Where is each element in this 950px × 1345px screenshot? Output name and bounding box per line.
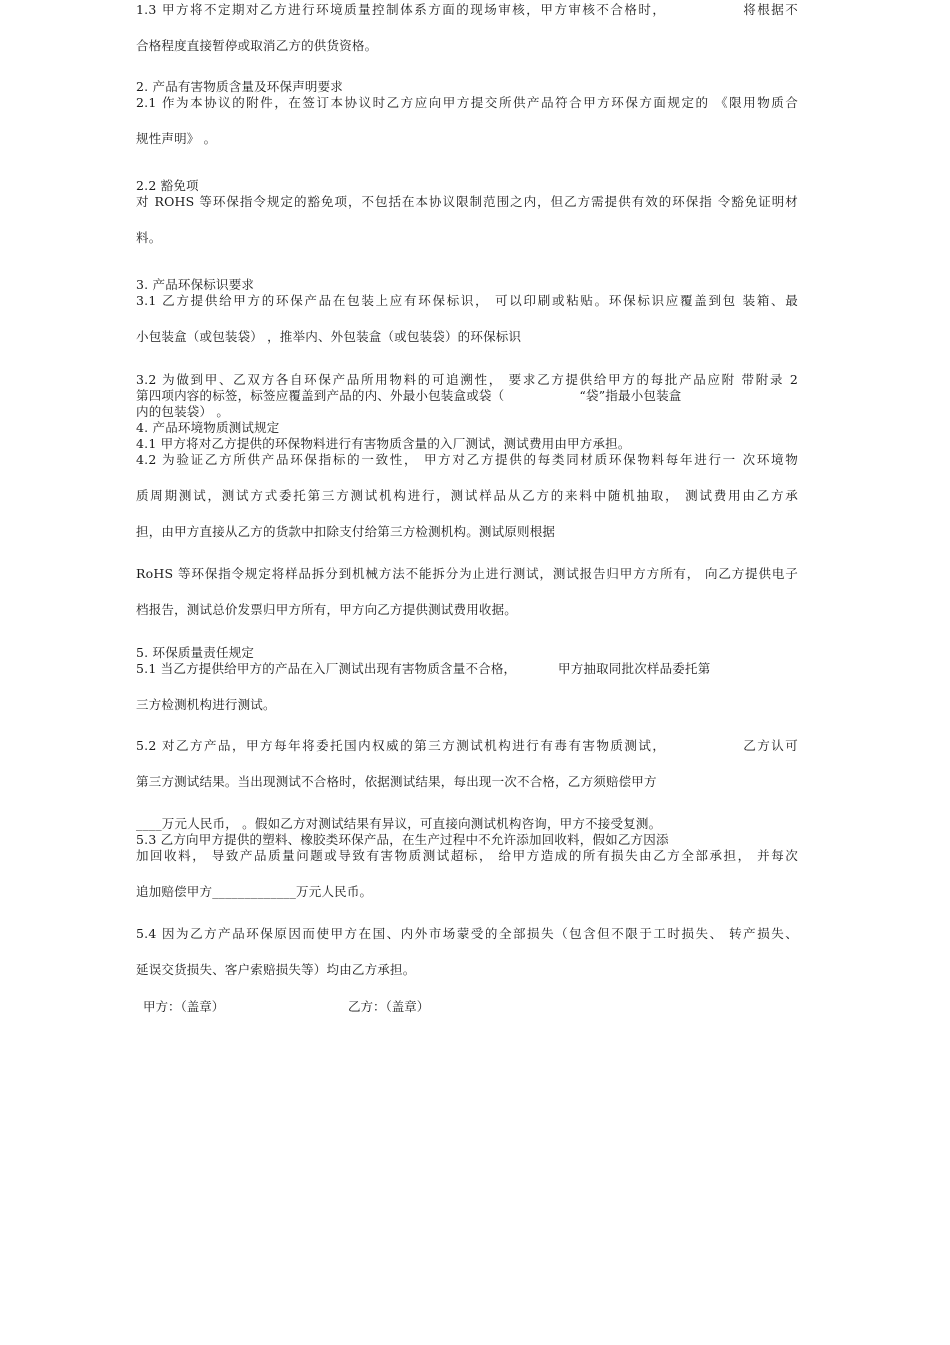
section-3-heading: 3. 产品环保标识要求 bbox=[136, 277, 255, 292]
clause-3-2-line-3: 内的包装袋） 。 bbox=[136, 404, 230, 419]
clause-5-2-line-2: 第三方测试结果。当出现测试不合格时，依据测试结果，每出现一次不合格，乙方须赔偿甲方 bbox=[136, 774, 657, 789]
clause-5-1-line-2: 三方检测机构进行测试。 bbox=[136, 697, 276, 712]
clause-4-2-line-5: 档报告，测试总价发票归甲方所有，甲方向乙方提供测试费用收据。 bbox=[136, 602, 518, 617]
clause-5-1-line-1: 5.1 当乙方提供给甲方的产品在入厂测试出现有害物质含量不合格， 甲方抽取同批次样品委托第 bbox=[136, 661, 711, 676]
clause-5-3-line-3: 追加赔偿甲方_____________万元人民币。 bbox=[136, 884, 373, 899]
clause-5-4-line-2: 延误交货损失、客户索赔损失等）均由乙方承担。 bbox=[136, 962, 416, 977]
clause-2-2-heading: 2.2 豁免项 bbox=[136, 178, 199, 193]
section-2-heading: 2. 产品有害物质含量及环保声明要求 bbox=[136, 79, 344, 94]
clause-4-1-line-1: 4.1 甲方将对乙方提供的环保物料进行有害物质含量的入厂测试，测试费用由甲方承担。 bbox=[136, 436, 631, 451]
clause-1-3-line-2: 合格程度直接暂停或取消乙方的供货资格。 bbox=[136, 38, 378, 53]
clause-5-3-line-2: 加回收料， 导致产品质量问题或导致有害物质测试超标， 给甲方造成的所有损失由乙方全部承担， 并每次 bbox=[136, 848, 798, 863]
clause-3-1-line-1: 3.1 乙方提供给甲方的环保产品在包装上应有环保标识， 可以印刷或粘贴。环保标识应覆盖到包 装箱、最 bbox=[136, 293, 798, 308]
clause-2-2-line-1: 对 ROHS 等环保指令规定的豁免项，不包括在本协议限制范围之内，但乙方需提供有效的环保指 令豁免证明材 bbox=[136, 194, 798, 209]
clause-4-2-line-1: 4.2 为验证乙方所供产品环保指标的一致性， 甲方对乙方提供的每类同材质环保物料每年进行一 次环境物 bbox=[136, 452, 798, 467]
party-b-signature: 乙方：（盖章） bbox=[348, 999, 430, 1014]
clause-5-3-line-1: 5.3 乙方向甲方提供的塑料、橡胶类环保产品，在生产过程中不允许添加回收料，假如乙方因添 bbox=[136, 832, 669, 847]
clause-3-2-line-1: 3.2 为做到甲、乙双方各自环保产品所用物料的可追溯性， 要求乙方提供给甲方的每批产品应附 带附录 2 bbox=[136, 372, 798, 387]
clause-2-1-line-2: 规性声明》 。 bbox=[136, 131, 217, 146]
clause-2-2-line-2: 料。 bbox=[136, 230, 162, 245]
party-a-signature: 甲方：（盖章） bbox=[143, 999, 225, 1014]
clause-3-1-line-2: 小包装盒（或包装袋） ，推举内、外包装盒（或包装袋）的环保标识 bbox=[136, 329, 522, 344]
clause-4-2-line-3: 担，由甲方直接从乙方的货款中扣除支付给第三方检测机构。测试原则根据 bbox=[136, 524, 556, 539]
section-5-heading: 5. 环保质量责任规定 bbox=[136, 645, 255, 660]
section-4-heading: 4. 产品环境物质测试规定 bbox=[136, 420, 280, 435]
clause-4-2-line-2: 质周期测试，测试方式委托第三方测试机构进行，测试样品从乙方的来料中随机抽取， 测试费用由乙方承 bbox=[136, 488, 798, 503]
clause-3-2-line-2: 第四项内容的标签，标签应覆盖到产品的内、外最小包装盒或袋（ “袋”指最小包装盒 bbox=[136, 388, 682, 403]
clause-5-2-line-1: 5.2 对乙方产品，甲方每年将委托国内权威的第三方测试机构进行有毒有害物质测试， 乙方认可 bbox=[136, 738, 798, 753]
clause-4-2-line-4: RoHS 等环保指令规定将样品拆分到机械方法不能拆分为止进行测试，测试报告归甲方方所有， 向乙方提供电子 bbox=[136, 566, 798, 581]
clause-5-2-line-3: ____万元人民币， 。假如乙方对测试结果有异议，可直接向测试机构咨询，甲方不接受复测。 bbox=[136, 816, 662, 831]
clause-5-4-line-1: 5.4 因为乙方产品环保原因而使甲方在国、内外市场蒙受的全部损失（包含但不限于工时损失、 转产损失、 bbox=[136, 926, 798, 941]
clause-2-1-line-1: 2.1 作为本协议的附件，在签订本协议时乙方应向甲方提交所供产品符合甲方环保方面规定的 《限用物质合 bbox=[136, 95, 798, 110]
clause-1-3-line-1: 1.3 甲方将不定期对乙方进行环境质量控制体系方面的现场审核，甲方审核不合格时， 将根据不 bbox=[136, 2, 798, 17]
